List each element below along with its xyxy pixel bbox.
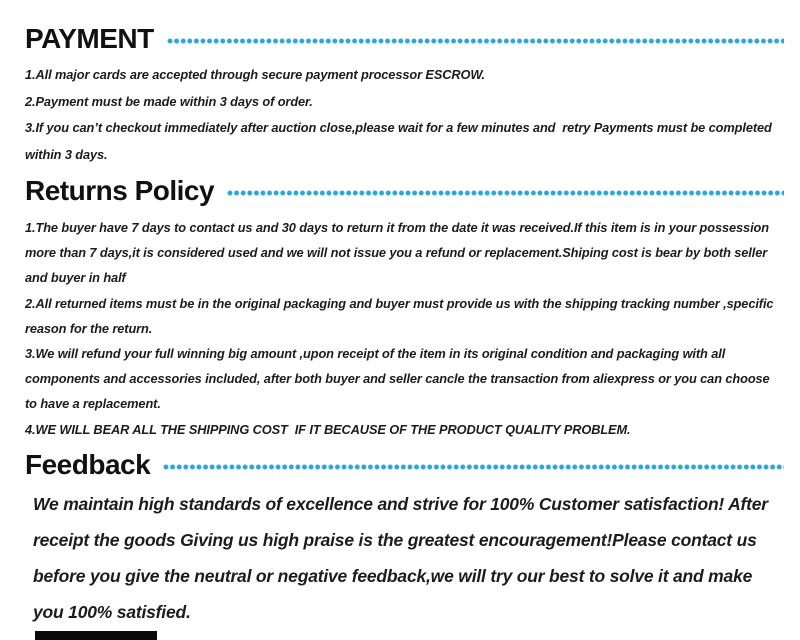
feedback-header-row <box>25 448 784 482</box>
section-payment <box>25 22 784 168</box>
dotted-divider <box>227 189 784 197</box>
returns-term: 1.The buyer have 7 days to contact us and 30 days to return it from the date it was received.If this item is in your possession more than 7 days,it is considered used and we will not issue you a refund or replacement.Shiping cost is bear by both seller and buyer in half <box>25 220 773 286</box>
returns-terms-list <box>25 215 784 442</box>
returns-policy-heading: Returns Policy <box>25 175 215 206</box>
payment-terms-list <box>25 62 783 168</box>
cropped-next-section-bar <box>35 631 157 640</box>
feedback-text-block <box>25 486 773 630</box>
returns-header-row <box>25 174 784 208</box>
payment-term: 3.If you can’t checkout immediately after auction close,please wait for a few minutes and retry Payments must be completed within 3 days. <box>25 120 776 162</box>
section-returns-policy <box>25 174 784 442</box>
payment-term: 1.All major cards are accepted through secure payment processor ESCROW. <box>25 67 485 82</box>
returns-term: 2.All returned items must be in the original packaging and buyer must provide us with the shipping tracking number ,specific reason for the return. <box>25 295 777 336</box>
payment-header-row <box>25 22 784 56</box>
feedback-paragraph: We maintain high standards of excellence and strive for 100% Customer satisfaction! After receipt the goods Giving us high praise is the greatest encouragement!Please contact us before you give the neutral or negative feedback,we will try our best to solve it and make you 100% satisfied. <box>33 493 773 622</box>
dotted-divider <box>163 463 784 471</box>
payment-term: 2.Payment must be made within 3 days of order. <box>25 93 313 109</box>
payment-heading: PAYMENT <box>25 23 154 54</box>
dotted-divider <box>167 37 784 45</box>
returns-term: 3.We will refund your full winning big amount ,upon receipt of the item in its original condition and packaging with all components and accessories included, after both buyer and seller cancle the transaction from aliexpress or you can choose to have a replacement. <box>25 346 774 412</box>
returns-term: 4.WE WILL BEAR ALL THE SHIPPING COST IF IT BECAUSE OF THE PRODUCT QUALITY PROBLEM. <box>25 421 631 437</box>
feedback-heading: Feedback <box>25 448 151 480</box>
section-feedback <box>25 448 784 630</box>
